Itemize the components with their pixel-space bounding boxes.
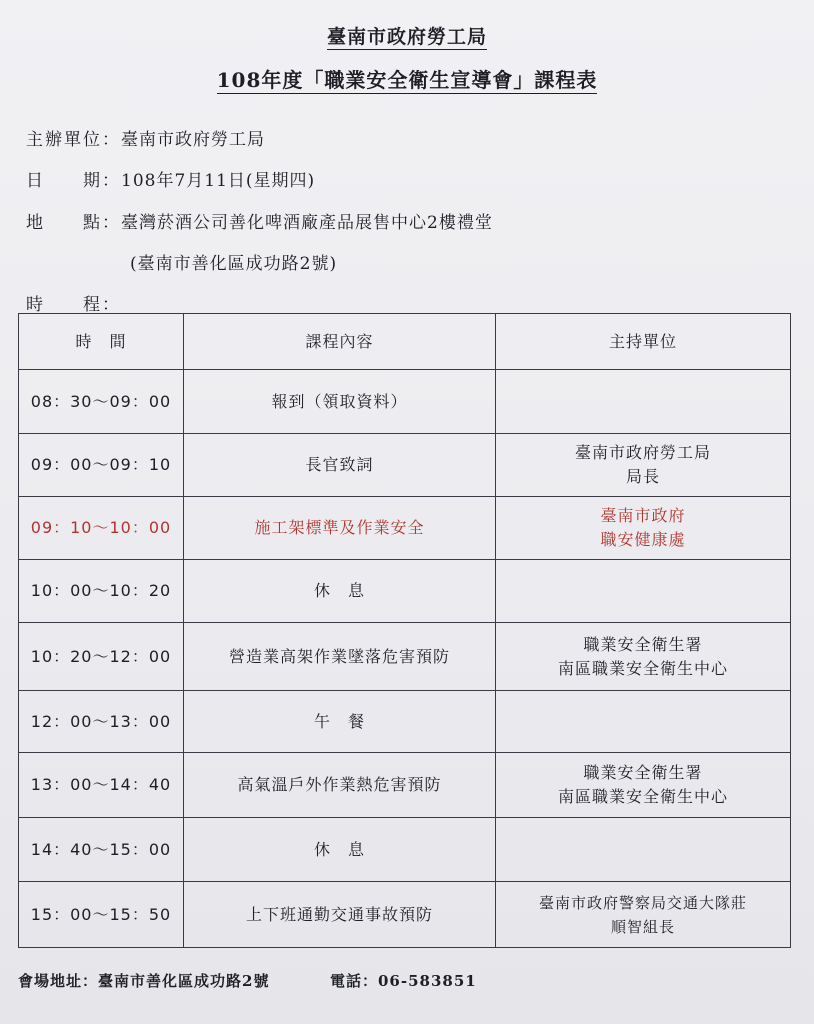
venue-label: 地 點： [26,213,121,233]
date-line [26,166,315,191]
row-content: 休 息 [184,560,496,623]
row-time: 12：00～13：00 [19,691,184,753]
venue-address: (臺南市善化區成功路2號) [130,254,338,274]
table-row [19,882,791,948]
row-time: 10：00～10：20 [19,560,184,623]
row-host [496,691,791,753]
row-host: 臺南市政府勞工局 局長 [496,434,791,497]
row-host: 臺南市政府警察局交通大隊莊 順智組長 [496,882,791,948]
row-content: 長官致詞 [184,434,496,497]
row-content: 報到（領取資料） [184,370,496,434]
row-content: 高氣溫戶外作業熱危害預防 [184,753,496,818]
row-time: 10：20～12：00 [19,623,184,691]
organizer-line [26,125,265,150]
table-row [19,818,791,882]
header-host: 主持單位 [496,314,791,370]
row-time: 08：30～09：00 [19,370,184,434]
row-content: 施工架標準及作業安全 [184,497,496,560]
schedule-table [18,313,791,948]
footer-address: 會場地址：臺南市善化區成功路2號 [18,972,270,990]
organizer-value: 臺南市政府勞工局 [121,130,265,150]
row-content: 午 餐 [184,691,496,753]
table-row [19,753,791,818]
row-host: 臺南市政府 職安健康處 [496,497,791,560]
table-header-row [19,314,791,370]
table-row-highlighted [19,497,791,560]
date-value: 108年7月11日(星期四) [121,171,316,191]
venue-line [26,208,493,233]
row-content: 上下班通勤交通事故預防 [184,882,496,948]
row-host [496,818,791,882]
row-time: 14：40～15：00 [19,818,184,882]
document-subtitle: 108年度「職業安全衛生宣導會」課程表 [216,68,598,92]
table-row [19,370,791,434]
table-row [19,434,791,497]
row-time: 13：00～14：40 [19,753,184,818]
table-row [19,623,791,691]
table-row [19,560,791,623]
row-time: 15：00～15：50 [19,882,184,948]
row-host: 職業安全衛生署 南區職業安全衛生中心 [496,753,791,818]
footer-phone: 電話：06-583851 [330,972,477,990]
row-time: 09：10～10：00 [19,497,184,560]
row-content: 營造業高架作業墜落危害預防 [184,623,496,691]
date-label: 日 期： [26,171,121,191]
row-host [496,370,791,434]
schedule-label: 時 程： [26,295,121,315]
table-row [19,691,791,753]
header-time: 時 間 [19,314,184,370]
venue-value: 臺灣菸酒公司善化啤酒廠產品展售中心2樓禮堂 [121,213,493,233]
organizer-label: 主辦單位： [26,130,121,150]
row-host [496,560,791,623]
row-host: 職業安全衛生署 南區職業安全衛生中心 [496,623,791,691]
document-title: 臺南市政府勞工局 [326,26,487,48]
header-content: 課程內容 [184,314,496,370]
row-time: 09：00～09：10 [19,434,184,497]
row-content: 休 息 [184,818,496,882]
